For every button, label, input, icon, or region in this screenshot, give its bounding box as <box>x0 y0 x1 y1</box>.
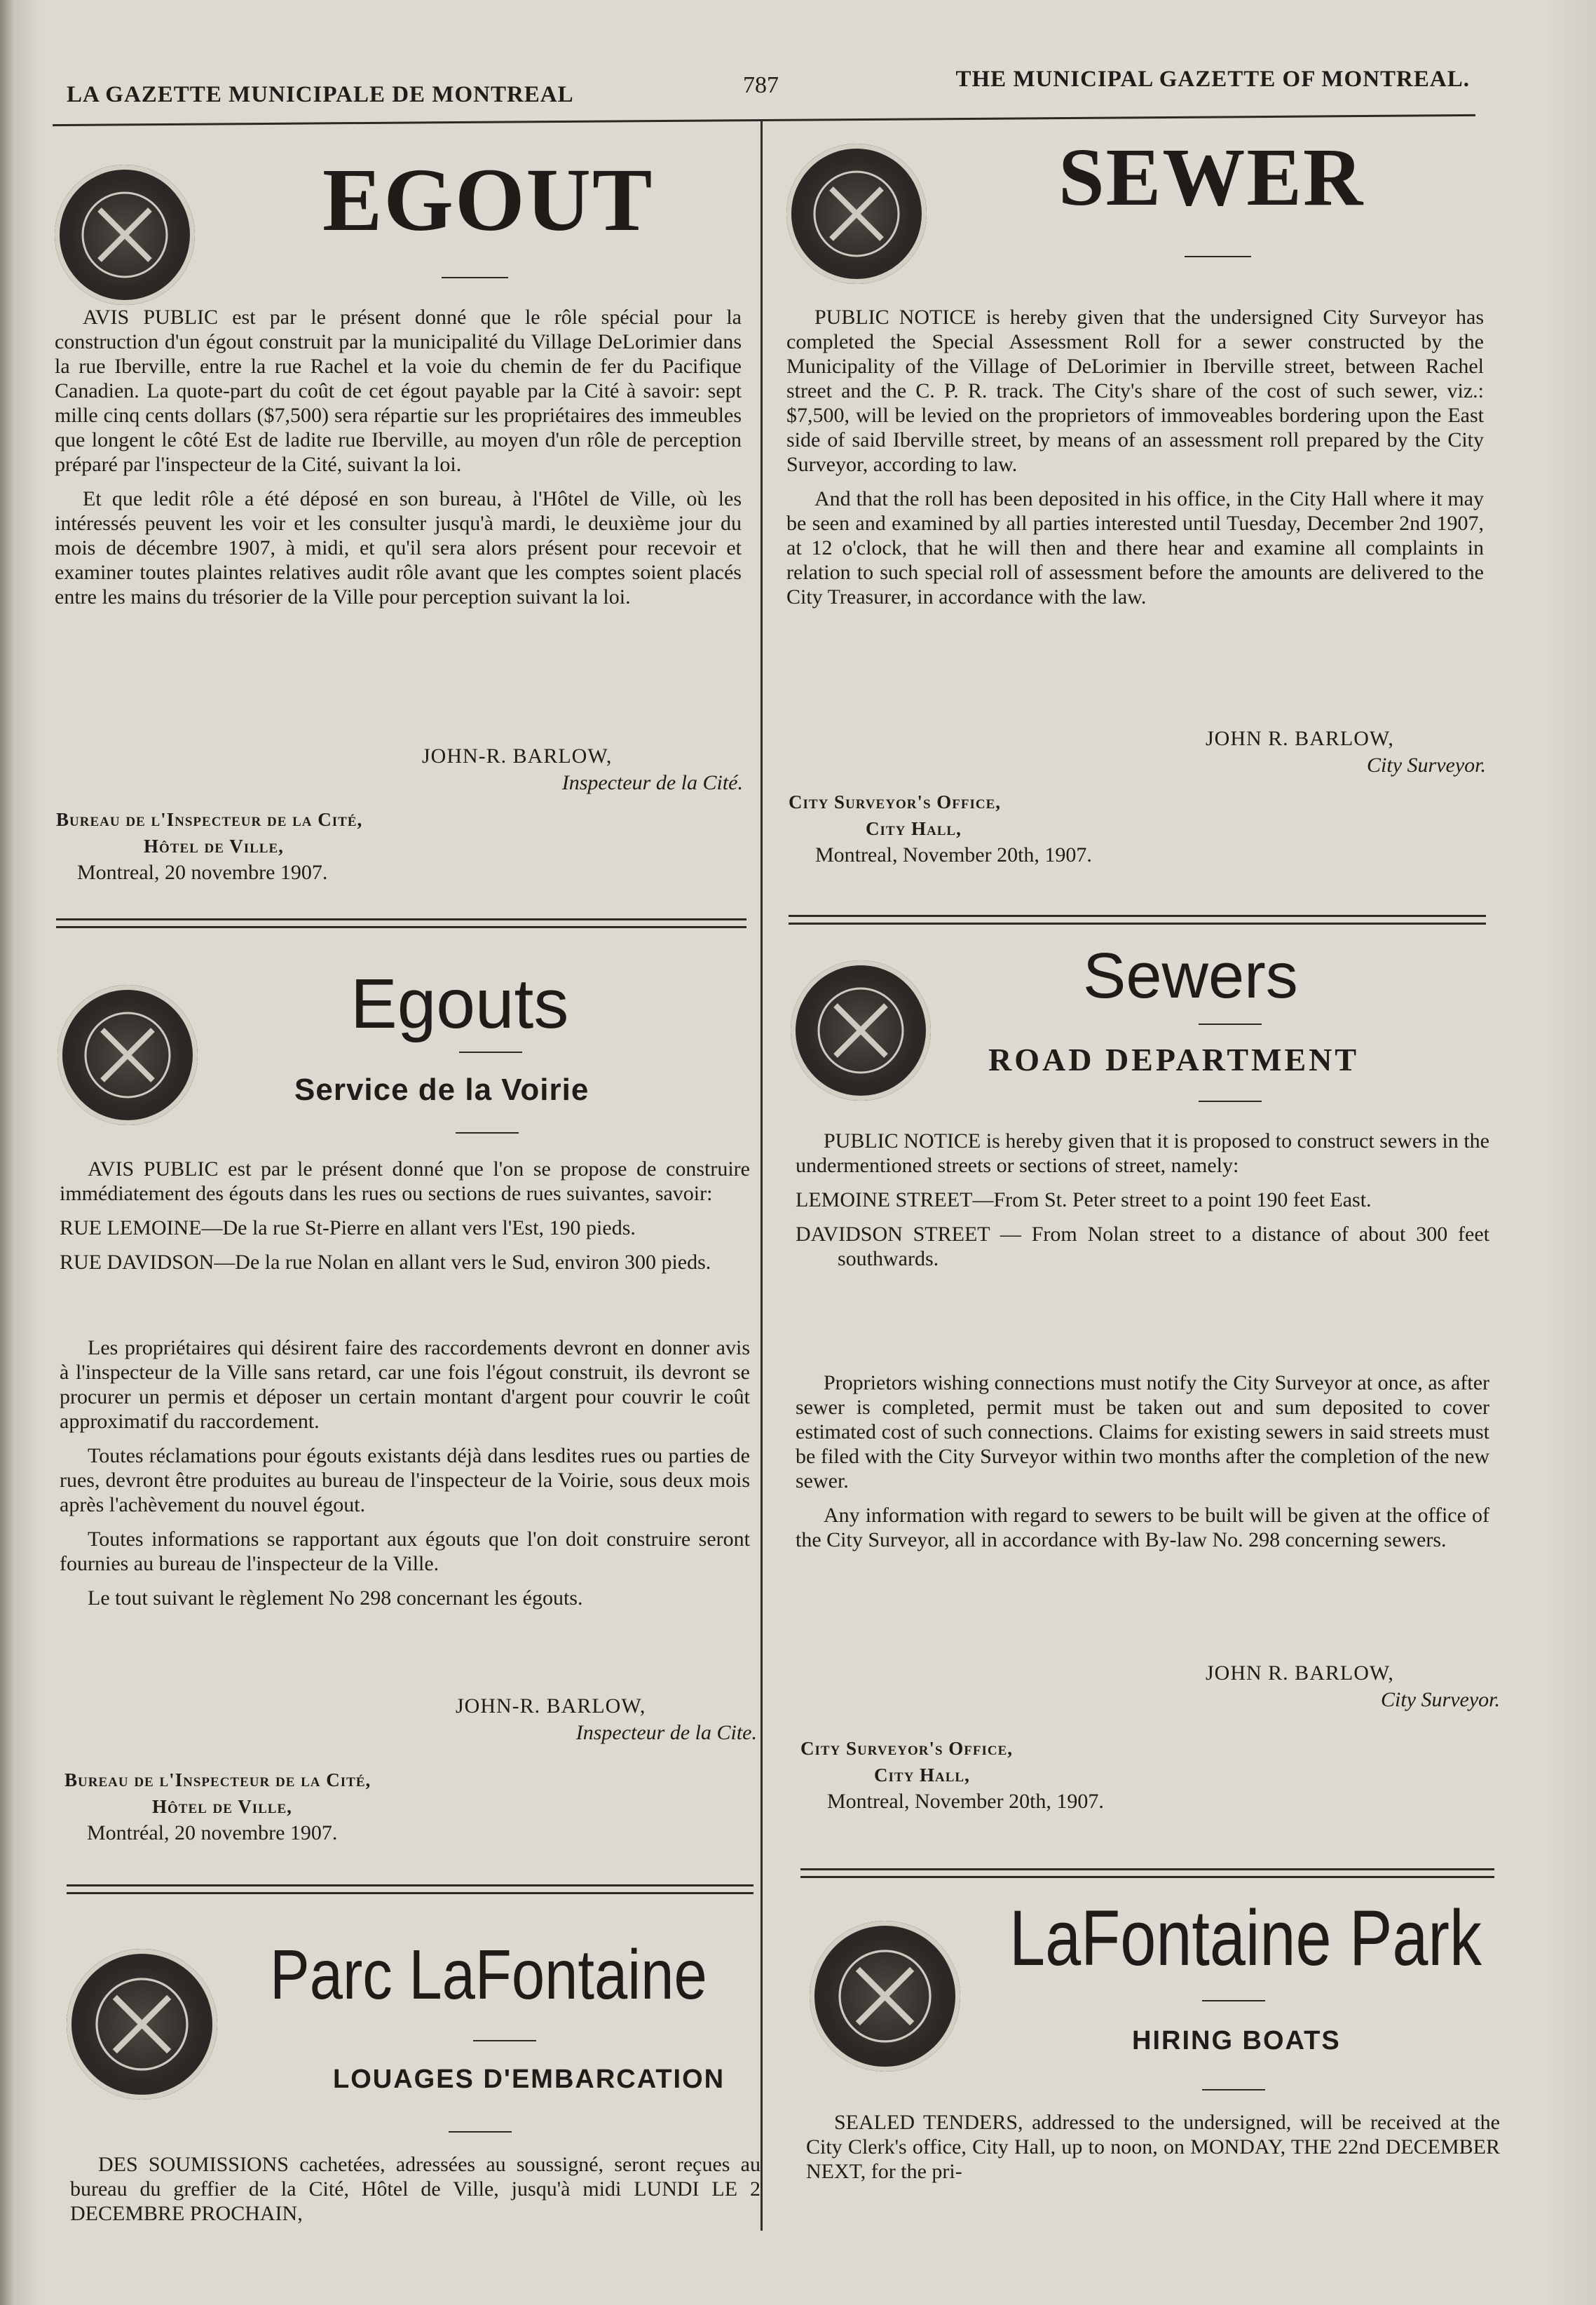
page-number: 787 <box>743 72 779 98</box>
sewer-signature <box>1135 726 1486 779</box>
notice-date: Montreal, 20 novembre 1907. <box>77 861 328 884</box>
sewers-street-item: DAVIDSON STREET — From Nolan street to a distance of about 300 feet southwards. <box>796 1223 1489 1270</box>
divider <box>459 1052 522 1053</box>
office-line: City Hall, <box>866 818 962 839</box>
sewer-paragraph-1: PUBLIC NOTICE is hereby given that the undersigned City Surveyor has completed the Special Assessment Roll for a sewer constructed by the Municipality of the Village of DeLorimier in Iberville street, between Rachel street and the C. P. R. track. The City's share of the cost of such sewer, viz.: $7,500, will be levied on the proprietors of immoveables bordering upon the East side of said Iberville street, by means of an assessment roll prepared by the City Surveyor, according to law. <box>786 306 1484 476</box>
office-line: Hôtel de Ville, <box>144 836 284 857</box>
egouts-office <box>64 1767 555 1847</box>
header-french-title: LA GAZETTE MUNICIPALE DE MONTREAL <box>67 82 574 107</box>
egouts-street-item: RUE LEMOINE—De la rue St-Pierre en allant vers l'Est, 190 pieds. <box>60 1216 636 1239</box>
egouts-paragraph: Toutes réclamations pour égouts existants déjà dans lesdites rues ou parties de rues, devront être produites au bureau de l'inspecteur de la Voirie, sous deux mois après l'achèvement du nouvel égout. <box>60 1444 750 1516</box>
signature-name: JOHN-R. BARLOW, <box>456 1694 646 1718</box>
divider <box>473 2040 536 2041</box>
header-english-title: THE MUNICIPAL GAZETTE OF MONTREAL. <box>955 67 1470 92</box>
sewer-paragraph-2: And that the roll has been deposited in his office, in the City Hall where it may be seen and examined by all parties interested until Tuesday, December 2nd 1907, at 12 o'clock, that he will then and there hear and examine all complaints in relation to such special roll of assessment before the amounts are delivered to the City Treasurer, in accordance with the law. <box>786 487 1484 608</box>
signature-role: City Surveyor. <box>1367 754 1486 777</box>
signature-name: JOHN R. BARLOW, <box>1206 1661 1394 1685</box>
egouts-street-item: RUE DAVIDSON—De la rue Nolan en allant vers le Sud, environ 300 pieds. <box>60 1251 711 1274</box>
section-rule <box>56 918 746 928</box>
city-seal-icon <box>791 960 931 1101</box>
notice-date: Montreal, November 20th, 1907. <box>815 843 1092 866</box>
signature-role: Inspecteur de la Cité. <box>561 771 743 794</box>
sewers-body <box>796 1129 1489 1281</box>
office-line: City Surveyor's Office, <box>789 791 1002 812</box>
parc-body <box>70 2152 761 2236</box>
sewers-signature <box>1135 1660 1500 1713</box>
sewers-body-continued <box>796 1371 1489 1562</box>
park-paragraph: SEALED TENDERS, addressed to the undersigned, will be received at the City Clerk's office, City Hall, up to noon, on MONDAY, THE 22nd DECEMBER NEXT, for the pri- <box>806 2111 1500 2183</box>
sewer-body <box>786 305 1484 619</box>
city-seal-icon <box>57 985 198 1125</box>
notice-date: Montreal, November 20th, 1907. <box>827 1790 1104 1813</box>
divider <box>1185 256 1251 257</box>
egouts-title: Egouts <box>350 965 569 1043</box>
egouts-paragraph: Toutes informations se rapportant aux égouts que l'on doit construire seront fournies au bureau de l'inspecteur de la Ville. <box>60 1528 750 1575</box>
office-line: Hôtel de Ville, <box>152 1796 292 1817</box>
notice-date: Montréal, 20 novembre 1907. <box>87 1821 338 1844</box>
egouts-signature <box>456 1693 757 1746</box>
divider <box>442 277 508 278</box>
egouts-subtitle: Service de la Voirie <box>294 1073 589 1107</box>
park-body <box>806 2110 1500 2194</box>
parc-paragraph: DES SOUMISSIONS cachetées, adressées au soussigné, seront reçues au bureau du greffier de la Cité, Hôtel de Ville, jusqu'à midi LUNDI LE 2 DECEMBRE PROCHAIN, <box>70 2153 761 2225</box>
sewers-intro: PUBLIC NOTICE is hereby given that it is proposed to construct sewers in the undermentioned streets or sections of street, namely: <box>796 1129 1489 1177</box>
divider <box>1202 2089 1265 2090</box>
park-title: LaFontaine Park <box>1009 1894 1482 1982</box>
office-line: City Hall, <box>874 1765 970 1786</box>
section-rule <box>800 1868 1494 1878</box>
egout-body <box>55 305 742 619</box>
egouts-body-continued <box>60 1335 750 1620</box>
egouts-intro: AVIS PUBLIC est par le présent donné que l'on se propose de construire immédiatement des égouts dans les rues ou sections de rues suivantes, savoir: <box>60 1157 750 1205</box>
sewers-title: Sewers <box>1083 940 1298 1012</box>
sewers-paragraph: Proprietors wishing connections must notify the City Surveyor at once, as after sewer is completed, permit must be taken out and sum deposited to cover estimated cost of such connections. Claims for existing sewers in said streets must be filed with the City Surveyor within two months after the completion of the new sewer. <box>796 1371 1489 1493</box>
city-seal-icon <box>55 165 195 305</box>
signature-name: JOHN-R. BARLOW, <box>422 744 613 768</box>
sewers-office <box>800 1735 1291 1815</box>
signature-role: Inspecteur de la Cite. <box>575 1721 757 1744</box>
egout-paragraph-2: Et que ledit rôle a été déposé en son bureau, à l'Hôtel de Ville, où les intéressés peuvent les voir et les consulter jusqu'à mardi, le deuxième jour du mois de décembre 1907, à midi, et qu'il sera alors présent pour recevoir et examiner toutes plaintes relatives audit rôle avant que les comptes soient placés entre les mains du trésorier de la Ville pour perception suivant la loi. <box>55 487 742 608</box>
egout-title: EGOUT <box>322 150 654 250</box>
egouts-paragraph: Les propriétaires qui désirent faire des raccordements devront en donner avis à l'inspecteur de la Ville sans retard, car une fois l'égout construit, ils devront se procurer un permis et déposer un certain montant d'argent pour couvrir le coût approximatif du raccordement. <box>60 1336 750 1433</box>
sewers-subtitle: ROAD DEPARTMENT <box>988 1042 1360 1077</box>
parc-subtitle: LOUAGES D'EMBARCATION <box>333 2065 725 2094</box>
divider <box>449 2131 512 2133</box>
column-divider <box>761 121 763 2231</box>
egouts-body <box>60 1157 750 1284</box>
signature-role: City Surveyor. <box>1381 1688 1500 1711</box>
sewers-street-item: LEMOINE STREET—From St. Peter street to a point 190 feet East. <box>796 1188 1372 1211</box>
page-header <box>67 67 1470 123</box>
egouts-paragraph: Le tout suivant le règlement No 298 concernant les égouts. <box>88 1586 583 1610</box>
divider <box>1199 1024 1262 1025</box>
sewers-paragraph: Any information with regard to sewers to be built will be given at the office of the City Surveyor, all in accordance with By-law No. 298 concerning sewers. <box>796 1504 1489 1551</box>
divider <box>1202 2000 1265 2001</box>
egout-paragraph-1: AVIS PUBLIC est par le présent donné que le rôle spécial pour la construction d'un égout construit par la municipalité du Village DeLorimier dans la rue Iberville, entre la rue Rachel et la voie du chemin de fer du Pacifique Canadien. La quote-part du coût de cet égout payable par la Cité à savoir: sept mille cinq cents dollars ($7,500) sera répartie sur les propriétaires des immeubles que longent le côté Est de ladite rue Iberville, au moyen d'un rôle de perception préparé par l'inspecteur de la Cité, suivant la loi. <box>55 306 742 476</box>
city-seal-icon <box>786 144 927 284</box>
sewer-title: SEWER <box>1058 131 1365 223</box>
signature-name: JOHN R. BARLOW, <box>1206 727 1394 750</box>
city-seal-icon <box>810 1921 960 2072</box>
office-line: Bureau de l'Inspecteur de la Cité, <box>56 809 363 830</box>
parc-title: Parc LaFontaine <box>270 1936 707 2014</box>
egout-office <box>56 806 547 886</box>
sewer-office <box>789 789 1279 869</box>
office-line: Bureau de l'Inspecteur de la Cité, <box>64 1769 371 1790</box>
divider <box>456 1132 519 1134</box>
office-line: City Surveyor's Office, <box>800 1738 1014 1759</box>
section-rule <box>789 915 1486 925</box>
park-subtitle: HIRING BOATS <box>1132 2026 1341 2055</box>
section-rule <box>67 1884 753 1894</box>
divider <box>1199 1101 1262 1102</box>
egout-signature <box>421 743 743 796</box>
city-seal-icon <box>67 1949 217 2100</box>
